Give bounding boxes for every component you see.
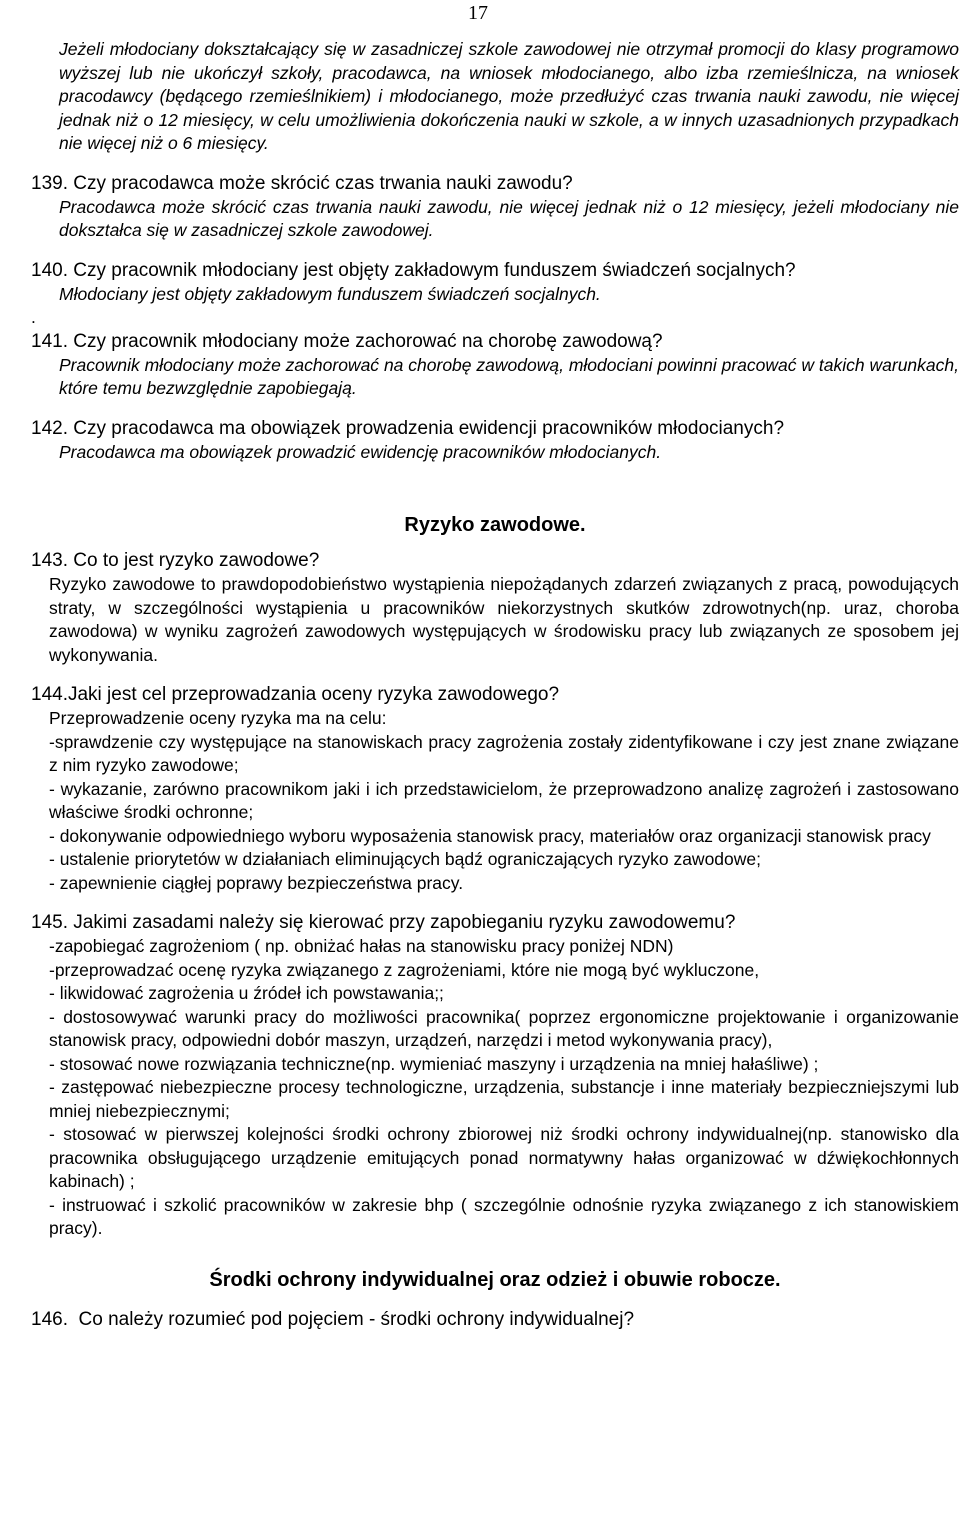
answer-141: Pracownik młodociany może zachorować na chorobę zawodową, młodociani powinni pracować w takich warunkach, które temu bezwzględnie zapobiegają. xyxy=(59,354,959,398)
list-item: -sprawdzenie czy występujące na stanowiskach pracy zagrożenia zostały zidentyfikowane i czy jest znane związane z nim ryzyko zawodowe; xyxy=(49,731,959,775)
list-item: - dostosowywać warunki pracy do możliwości pracownika( poprzez ergonomiczne projektowanie i organizowanie stanowisk pracy, odpowiedni dobór maszyn, urządzeń, narzędzi i metod wykonywania pracy), xyxy=(49,1006,959,1050)
list-item: - ustalenie priorytetów w działaniach eliminujących bądź ograniczających ryzyko zawodowe; xyxy=(49,849,762,869)
stray-dot: . xyxy=(31,307,36,327)
page-number: 17 xyxy=(468,2,488,24)
list-item: - zastępować niebezpieczne procesy technologiczne, urządzenia, substancje i inne materiały bezpieczniejszymi lub mniej niebezpiecznymi; xyxy=(49,1077,959,1121)
section-heading-ppe: Środki ochrony indywidualnej oraz odzież i obuwie robocze. xyxy=(209,1268,781,1291)
list-item: - stosować w pierwszej kolejności środki ochrony zbiorowej niż środki ochrony indywidualnej(np. stanowisko dla pracownika obsługującego urządzenie emitujących ponad normatywny hałas organizować w dźwiękochłonnych kabinach) ; xyxy=(49,1124,959,1191)
question-144: 144.Jaki jest cel przeprowadzania oceny ryzyka zawodowego? xyxy=(31,684,560,705)
list-item: - wykazanie, zarówno pracownikom jaki i ich przedstawicielom, że przeprowadzono analizę zagrożeń i zastosowano właściwe środki ochronne; xyxy=(49,778,959,822)
question-139: 139. Czy pracodawca może skrócić czas trwania nauki zawodu? xyxy=(31,172,573,194)
document-body xyxy=(31,38,959,1332)
answer-143: Ryzyko zawodowe to prawdopodobieństwo wystąpienia niepożądanych zdarzeń związanych z pracą, powodujących straty, w szczególności wystąpienia u pracowników niekorzystnych skutków zdrowotnych(np. uraz, choroba zawodowa) w wyniku zagrożeń zawodowych występujących w środowisku pracy lub związanych ze sposobem jej wykonywania. xyxy=(49,574,959,665)
section-heading-risk: Ryzyko zawodowe. xyxy=(404,514,586,536)
list-item: - zapewnienie ciągłej poprawy bezpieczeństwa pracy. xyxy=(49,872,464,893)
question-146: 146. Co należy rozumieć pod pojęciem - środki ochrony indywidualnej? xyxy=(31,1308,635,1330)
list-item: - instruować i szkolić pracowników w zakresie bhp ( szczególnie odnośnie ryzyka związanego z ich stanowiskiem pracy). xyxy=(49,1194,959,1238)
question-142: 142. Czy pracodawca ma obowiązek prowadzenia ewidencji pracowników młodocianych? xyxy=(31,417,785,439)
list-item: - likwidować zagrożenia u źródeł ich powstawania;; xyxy=(49,983,444,1003)
answer-140: Młodociany jest objęty zakładowym funduszem świadczeń socjalnych. xyxy=(59,283,601,304)
list-item: - dokonywanie odpowiedniego wyboru wyposażenia stanowisk pracy, materiałów oraz organizacji stanowisk pracy xyxy=(49,825,931,846)
answer-142: Pracodawca ma obowiązek prowadzić ewidencję pracowników młodocianych. xyxy=(59,441,662,462)
answer-139: Pracodawca może skrócić czas trwania nauki zawodu, nie więcej jednak niż o 12 miesięcy, jeżeli młodociany nie dokształca się w zasadniczej szkole zawodowej. xyxy=(59,196,959,240)
question-143: 143. Co to jest ryzyko zawodowe? xyxy=(31,550,320,571)
question-141: 141. Czy pracownik młodociany może zachorować na chorobę zawodową? xyxy=(31,330,663,352)
list-item: -zapobiegać zagrożeniom ( np. obniżać hałas na stanowisku pracy poniżej NDN) xyxy=(49,936,674,956)
question-140: 140. Czy pracownik młodociany jest objęty zakładowym funduszem świadczeń socjalnych? xyxy=(31,259,796,281)
intro-paragraph: Jeżeli młodociany dokształcający się w zasadniczej szkole zawodowej nie otrzymał promocji do klasy programowo wyższej lub nie ukończył szkoły, pracodawca, na wniosek młodocianego, albo izba rzemieślnicza, na wniosek pracodawcy (będącego rzemieślnikiem) i młodocianego, może przedłużyć czas trwania nauki zawodu, nie więcej jednak niż o 12 miesięcy, w celu umożliwienia dokończenia nauki w szkole, a w innych uzasadnionych przypadkach nie więcej niż o 6 miesięcy. xyxy=(59,39,959,153)
question-145: 145. Jakimi zasadami należy się kierować przy zapobieganiu ryzyku zawodowemu? xyxy=(31,912,736,933)
list-item: Przeprowadzenie oceny ryzyka ma na celu: xyxy=(49,708,387,728)
list-item: - stosować nowe rozwiązania techniczne(np. wymieniać maszyny i urządzenia na mniej hałaśliwe) ; xyxy=(49,1053,819,1074)
list-item: -przeprowadzać ocenę ryzyka związanego z zagrożeniami, które nie mogą być wykluczone, xyxy=(49,959,760,980)
